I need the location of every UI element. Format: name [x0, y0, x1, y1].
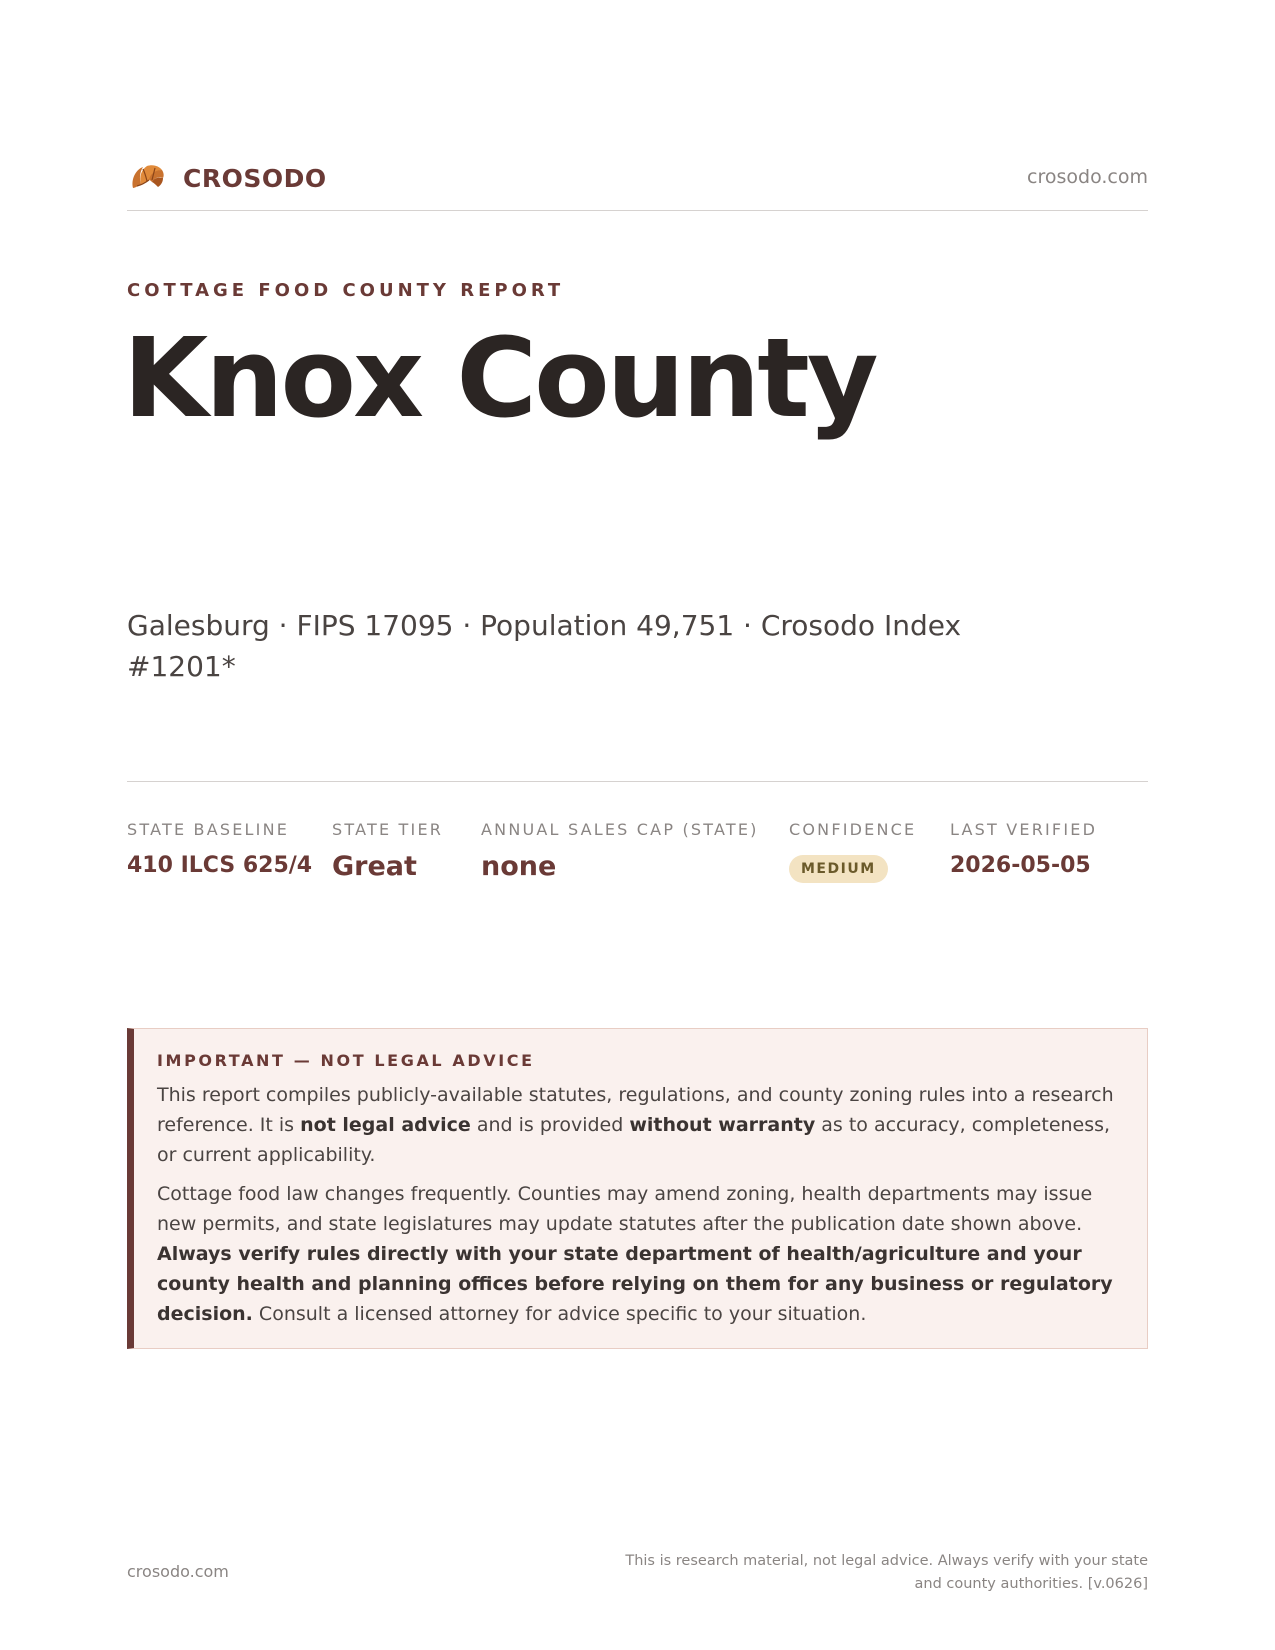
- footer-disclaimer-line: This is research material, not legal advice. Always verify with your state: [625, 1553, 1148, 1569]
- header-site-url[interactable]: crosodo.com: [1027, 166, 1148, 188]
- stat-value: Great: [332, 851, 417, 882]
- confidence-badge: MEDIUM: [789, 855, 888, 883]
- page-title: Knox County: [123, 314, 876, 442]
- stat-last-verified: [950, 820, 1097, 878]
- stat-label: CONFIDENCE: [789, 820, 917, 839]
- stat-state-tier: [332, 820, 443, 882]
- page-header: [127, 158, 1148, 211]
- croissant-icon: [127, 158, 167, 198]
- stat-label: STATE BASELINE: [127, 820, 290, 839]
- stat-value: 410 ILCS 625/4: [127, 853, 313, 878]
- stat-label: STATE TIER: [332, 820, 444, 839]
- stats-divider: [127, 781, 1148, 782]
- stat-value: none: [481, 851, 557, 882]
- stat-sales-cap: [481, 820, 759, 882]
- footer-disclaimer-line: and county authorities. [v.0626]: [914, 1576, 1148, 1592]
- report-eyebrow: COTTAGE FOOD COUNTY REPORT: [127, 280, 565, 301]
- brand-name: CROSODO: [183, 163, 327, 193]
- legal-notice: [127, 1028, 1148, 1349]
- stat-label: LAST VERIFIED: [950, 820, 1098, 839]
- notice-paragraph-1: This report compiles publicly-available statutes, regulations, and county zoning rules into a research reference. It is not legal advice and is provided without warranty as to accuracy, completeness, or current applicability.: [157, 1084, 1114, 1166]
- notice-paragraph-2: Cottage food law changes frequently. Counties may amend zoning, health departments may issue new permits, and state legislatures may update statutes after the publication date shown above. Always verify rules directly with your state department of health/agriculture and your county health and planning offices before relying on them for any business or regulatory decision. Consult a licensed attorney for advice specific to your situation.: [157, 1183, 1113, 1325]
- stat-label: ANNUAL SALES CAP (STATE): [481, 820, 759, 839]
- report-page: [123, 0, 1148, 1650]
- brand: [127, 158, 327, 198]
- footer-disclaimer: [608, 1550, 1148, 1596]
- report-subtitle: Galesburg · FIPS 17095 · Population 49,751 · Crosodo Index #1201*: [127, 609, 962, 683]
- footer-site-url[interactable]: crosodo.com: [127, 1562, 229, 1581]
- stat-confidence: [789, 820, 916, 883]
- stat-value: 2026-05-05: [950, 853, 1091, 878]
- notice-heading: IMPORTANT — NOT LEGAL ADVICE: [157, 1051, 535, 1070]
- stat-state-baseline: [127, 820, 312, 878]
